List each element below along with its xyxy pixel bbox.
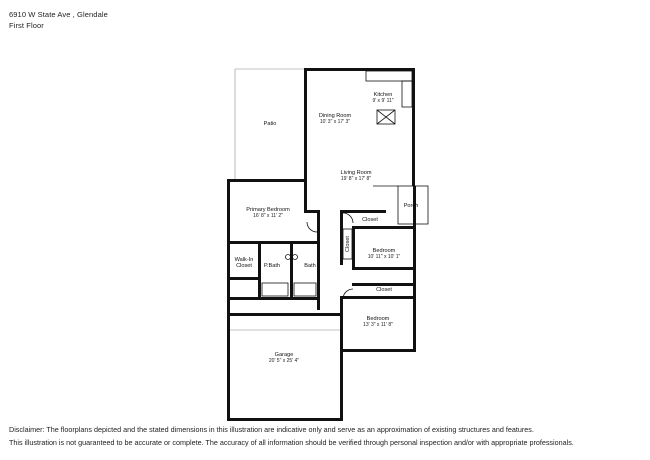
living-room-label: Living Room	[340, 170, 372, 176]
bath-label: Bath	[304, 263, 316, 269]
primary-bedroom-dims: 16' 8" x 11' 2"	[253, 213, 283, 219]
garage-dims: 20' 5" x 25' 4"	[268, 358, 300, 364]
bedroom-1-label: Bedroom	[372, 248, 396, 254]
closet-upper-label: Closet	[362, 217, 378, 223]
property-address: 6910 W State Ave , Glendale	[9, 10, 108, 19]
floor-label: First Floor	[9, 21, 44, 30]
disclaimer-line-1: Disclaimer: The floorplans depicted and the stated dimensions in this illustration are indicative only and serve as an approximation of existing structures and features.	[9, 425, 534, 434]
dining-room-label: Dining Room	[318, 113, 352, 119]
closet-lower-label: Closet	[376, 287, 392, 293]
primary-bath-label: P.Bath	[263, 263, 281, 269]
walk-in-closet-label-line1: Walk-In	[234, 257, 254, 263]
porch-label: Porch	[403, 203, 419, 209]
dining-room-dims: 10' 3" x 17' 3"	[319, 119, 351, 125]
kitchen-dims: 9' x 9' 11"	[372, 98, 394, 104]
bedroom-1-dims: 10' 11" x 10' 1"	[367, 254, 401, 260]
disclaimer-line-2: This illustration is not guaranteed to be accurate or complete. The accuracy of all information should be verified through personal inspection and/or with appropriate professionals.	[9, 438, 574, 447]
walk-in-closet-label-line2: Closet	[236, 263, 252, 269]
living-room-dims: 19' 8" x 17' 8"	[340, 176, 372, 182]
bedroom-2-dims: 13' 3" x 11' 8"	[363, 322, 393, 328]
garage-label: Garage	[274, 352, 294, 358]
primary-bedroom-label: Primary Bedroom	[246, 207, 290, 213]
bedroom-2-label: Bedroom	[366, 316, 390, 322]
closet-vertical-label: Closet	[345, 236, 351, 252]
patio-label: Patio	[263, 121, 277, 127]
kitchen-label: Kitchen	[373, 92, 393, 98]
